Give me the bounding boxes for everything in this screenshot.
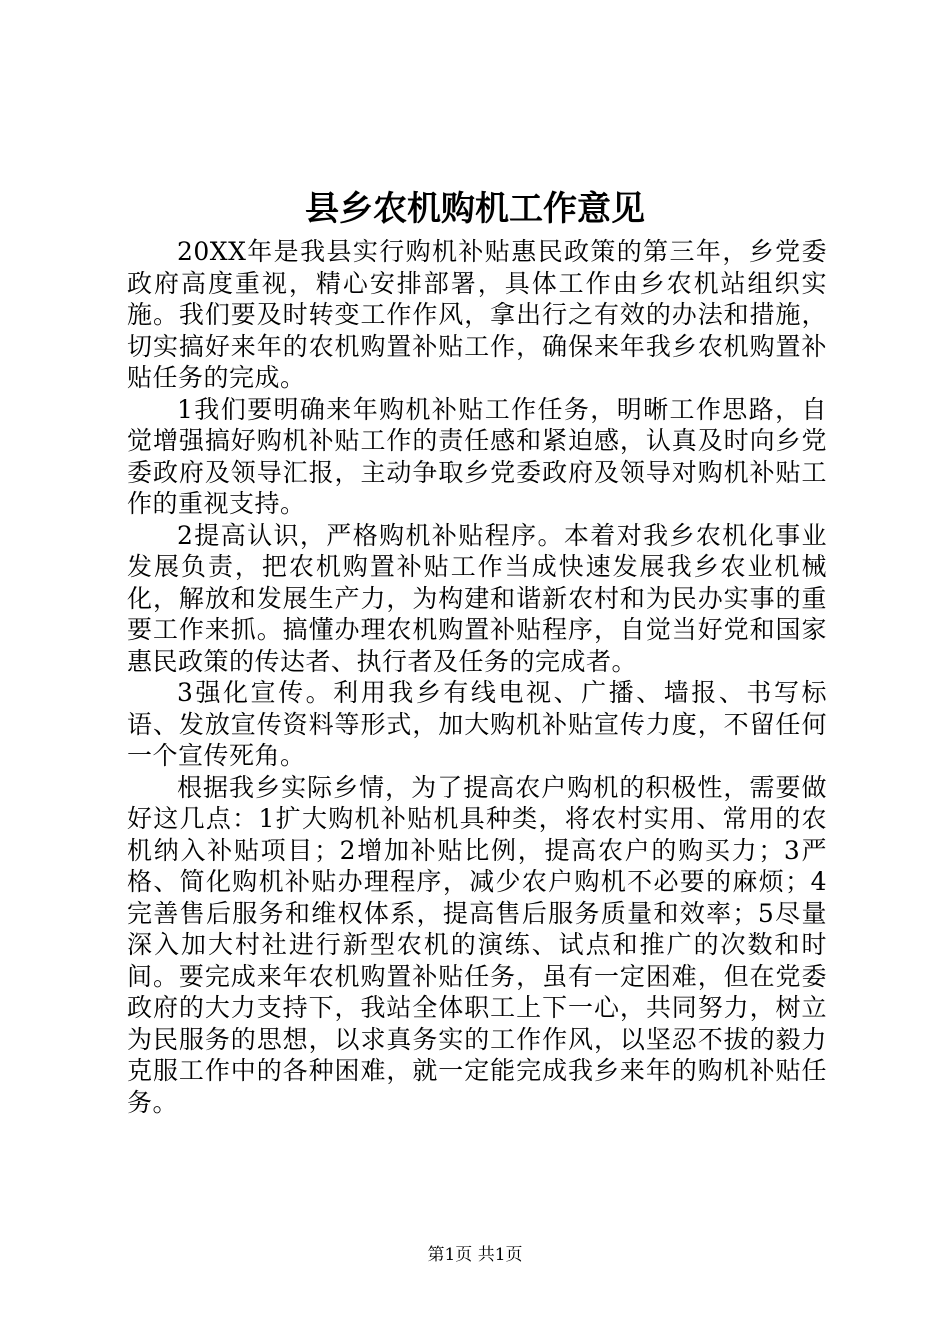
paragraph-point-3: 3强化宣传。利用我乡有线电视、广播、墙报、书写标语、发放宣传资料等形式，加大购机补贴宣传力度，不留任何一个宣传死角。 — [127, 678, 827, 770]
document-body — [127, 236, 827, 1118]
paragraph-intro: 20XX年是我县实行购机补贴惠民政策的第三年，乡党委政府高度重视，精心安排部署，具体工作由乡农机站组织实施。我们要及时转变工作作风，拿出行之有效的办法和措施，切实搞好来年的农机购置补贴工作，确保来年我乡农机购置补贴任务的完成。 — [127, 237, 827, 392]
page-number-footer: 第1页 共1页 — [427, 1245, 523, 1265]
paragraph-conclusion: 根据我乡实际乡情，为了提高农户购机的积极性，需要做好这几点：1扩大购机补贴机具种类，将农村实用、常用的农机纳入补贴项目；2增加补贴比例，提高农户的购买力；3严格、简化购机补贴办理程序，减少农户购机不必要的麻烦；4完善售后服务和维权体系，提高售后服务质量和效率；5尽量深入加大村社进行新型农机的演练、试点和推广的次数和时间。要完成来年农机购置补贴任务，虽有一定困难，但在党委政府的大力支持下，我站全体职工上下一心，共同努力，树立为民服务的思想，以求真务实的工作作风，以坚忍不拔的毅力克服工作中的各种困难，就一定能完成我乡来年的购机补贴任务。 — [127, 772, 827, 1117]
paragraph-point-2: 2提高认识，严格购机补贴程序。本着对我乡农机化事业发展负责，把农机购置补贴工作当成快速发展我乡农业机械化，解放和发展生产力，为构建和谐新农村和为民办实事的重要工作来抓。搞懂办理农机购置补贴程序，自觉当好党和国家惠民政策的传达者、执行者及任务的完成者。 — [127, 520, 827, 676]
document-title: 县乡农机购机工作意见 — [305, 189, 645, 229]
paragraph-point-1: 1我们要明确来年购机补贴工作任务，明晰工作思路，自觉增强搞好购机补贴工作的责任感和紧迫感，认真及时向乡党委政府及领导汇报，主动争取乡党委政府及领导对购机补贴工作的重视支持。 — [127, 394, 827, 518]
